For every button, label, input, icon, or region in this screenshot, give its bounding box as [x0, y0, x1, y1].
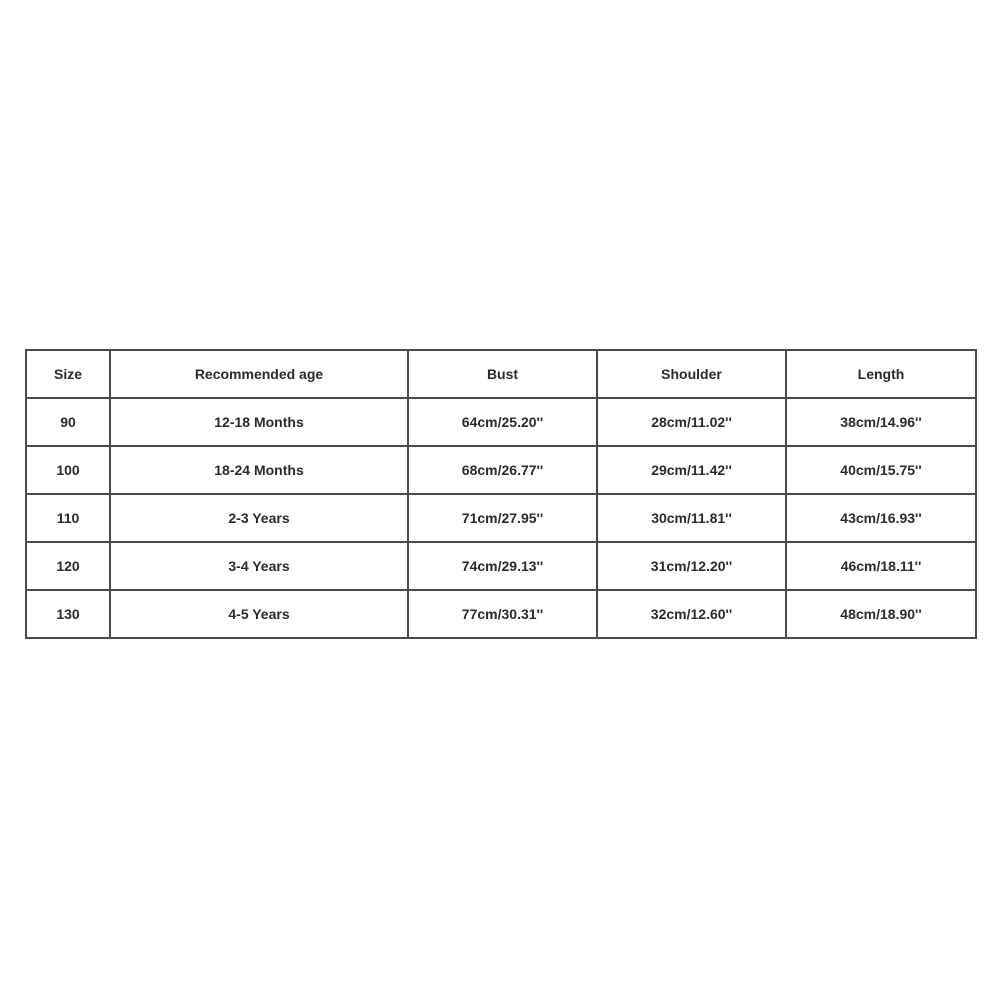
cell-bust: 77cm/30.31'' — [408, 590, 597, 638]
cell-length: 43cm/16.93'' — [786, 494, 976, 542]
table-row — [26, 542, 976, 590]
cell-length: 38cm/14.96'' — [786, 398, 976, 446]
cell-shoulder: 32cm/12.60'' — [597, 590, 786, 638]
cell-recommended-age: 12-18 Months — [110, 398, 408, 446]
table-header-row — [26, 350, 976, 398]
cell-length: 40cm/15.75'' — [786, 446, 976, 494]
cell-shoulder: 30cm/11.81'' — [597, 494, 786, 542]
cell-recommended-age: 3-4 Years — [110, 542, 408, 590]
header-length: Length — [786, 350, 976, 398]
table-row — [26, 446, 976, 494]
header-bust: Bust — [408, 350, 597, 398]
cell-recommended-age: 18-24 Months — [110, 446, 408, 494]
header-size: Size — [26, 350, 110, 398]
header-shoulder: Shoulder — [597, 350, 786, 398]
cell-bust: 71cm/27.95'' — [408, 494, 597, 542]
size-chart-table — [25, 349, 977, 639]
cell-size: 90 — [26, 398, 110, 446]
cell-recommended-age: 2-3 Years — [110, 494, 408, 542]
cell-bust: 68cm/26.77'' — [408, 446, 597, 494]
header-recommended-age: Recommended age — [110, 350, 408, 398]
cell-length: 48cm/18.90'' — [786, 590, 976, 638]
table-row — [26, 398, 976, 446]
cell-shoulder: 31cm/12.20'' — [597, 542, 786, 590]
table-row — [26, 590, 976, 638]
cell-shoulder: 28cm/11.02'' — [597, 398, 786, 446]
cell-size: 120 — [26, 542, 110, 590]
cell-bust: 74cm/29.13'' — [408, 542, 597, 590]
cell-shoulder: 29cm/11.42'' — [597, 446, 786, 494]
cell-recommended-age: 4-5 Years — [110, 590, 408, 638]
cell-length: 46cm/18.11'' — [786, 542, 976, 590]
cell-bust: 64cm/25.20'' — [408, 398, 597, 446]
table-row — [26, 494, 976, 542]
cell-size: 110 — [26, 494, 110, 542]
cell-size: 130 — [26, 590, 110, 638]
cell-size: 100 — [26, 446, 110, 494]
